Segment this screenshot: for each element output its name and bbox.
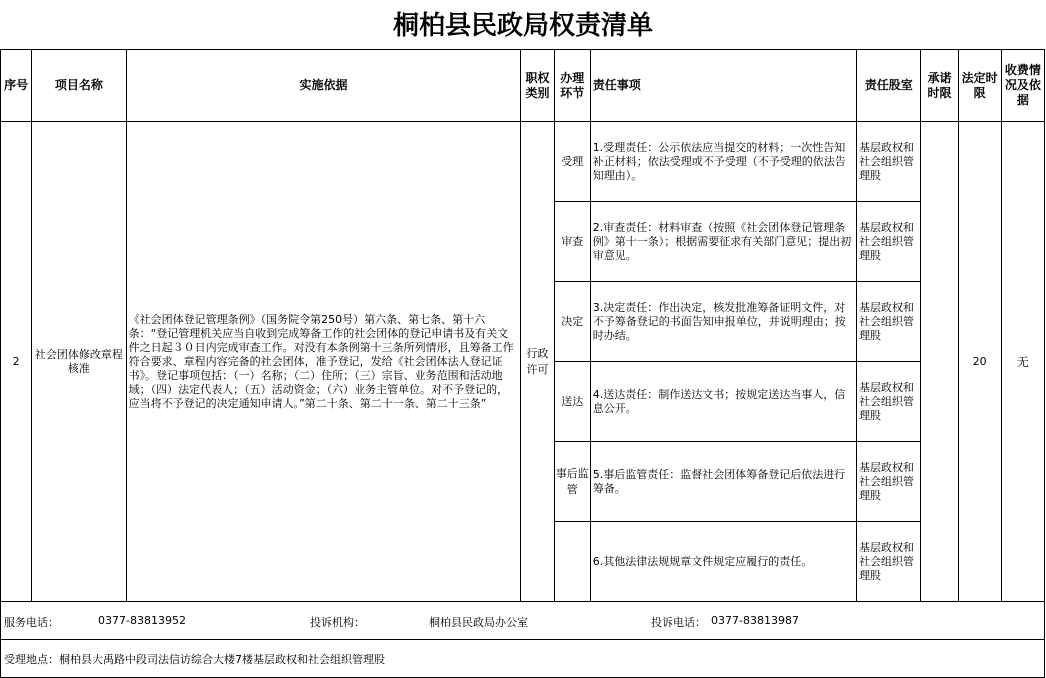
complaint-phone-label: 投诉电话： — [651, 616, 706, 629]
step-label: 事后监管 — [554, 442, 590, 522]
step-label: 受理 — [554, 122, 590, 202]
responsibility-table — [0, 49, 1045, 678]
header-dept: 责任股室 — [857, 50, 921, 122]
step-responsibility: 3.决定责任：作出决定，核发批准筹备证明文件，对不予筹备登记的书面告知申报单位，并说明理由；按时办结。 — [590, 282, 856, 362]
step-responsibility: 6.其他法律法规规章文件规定应履行的责任。 — [590, 522, 856, 602]
step-label: 决定 — [554, 282, 590, 362]
step-dept: 基层政权和社会组织管理股 — [857, 442, 921, 522]
step-label: 送达 — [554, 362, 590, 442]
record-item-name: 社会团体修改章程核准 — [32, 122, 126, 602]
record-promise-days — [921, 122, 958, 602]
step-responsibility: 2.审查责任：材料审查（按照《社会团体登记管理条例》第十一条）；根据需要征求有关部门意见；提出初审意见。 — [590, 202, 856, 282]
complaint-org-label: 投诉机构： — [310, 616, 365, 629]
record-fee: 无 — [1001, 122, 1044, 602]
header-responsibility: 责任事项 — [590, 50, 856, 122]
step-label: 审查 — [554, 202, 590, 282]
address-value: 桐柏县大禹路中段司法信访综合大楼7楼基层政权和社会组织管理股 — [59, 652, 385, 666]
complaint-org: 桐柏县民政局办公室 — [429, 616, 528, 629]
table-row — [1, 122, 1045, 202]
address-row — [1, 640, 1045, 678]
step-responsibility: 4.送达责任：制作送达文书；按规定送达当事人，信息公开。 — [590, 362, 856, 442]
complaint-phone: 0377-83813987 — [711, 614, 799, 627]
header-category: 职权类别 — [521, 50, 554, 122]
header-item-name: 项目名称 — [32, 50, 126, 122]
step-dept: 基层政权和社会组织管理股 — [857, 122, 921, 202]
step-dept: 基层政权和社会组织管理股 — [857, 522, 921, 602]
address-cell — [1, 640, 1045, 678]
header-seq: 序号 — [1, 50, 32, 122]
step-dept: 基层政权和社会组织管理股 — [857, 202, 921, 282]
contact-cell — [1, 602, 1045, 640]
step-responsibility: 5.事后监管责任：监督社会团体筹备登记后依法进行筹备。 — [590, 442, 856, 522]
step-label — [554, 522, 590, 602]
record-legal-days: 20 — [958, 122, 1001, 602]
service-phone: 0377-83813952 — [98, 614, 186, 627]
service-phone-label: 服务电话： — [4, 616, 59, 629]
address-label: 受理地点： — [4, 652, 59, 666]
record-category: 行政许可 — [521, 122, 554, 602]
step-responsibility: 1.受理责任：公示依法应当提交的材料；一次性告知补正材料；依法受理或不予受理（不予受理的依法告知理由）。 — [590, 122, 856, 202]
header-legal-days: 法定时限 — [958, 50, 1001, 122]
header-step: 办理环节 — [554, 50, 590, 122]
header-promise-days: 承诺时限 — [921, 50, 958, 122]
page-title: 桐柏县民政局权责清单 — [392, 11, 653, 41]
header-row — [1, 50, 1045, 122]
header-fee: 收费情况及依据 — [1001, 50, 1044, 122]
record-basis: 《社会团体登记管理条例》（国务院令第250号）第六条、第七条、第十六条：“登记管理机关应当自收到完成筹备工作的社会团体的登记申请书及有关文件之日起３０日内完成审查工作。对没有本条例第十三条所列情形，且筹备工作符合要求、章程内容完备的社会团体，准予登记，发给《社会团体法人登记证书》。登记事项包括：（一）名称；（二）住所；（三）宗旨、业务范围和活动地域；（四）法定代表人；（五）活动资金；（六）业务主管单位。对不予登记的，应当将不予登记的决定通知申请人。”第二十条、第二十一条、第二十三条” — [126, 122, 521, 602]
record-seq: 2 — [1, 122, 32, 602]
step-dept: 基层政权和社会组织管理股 — [857, 362, 921, 442]
step-dept: 基层政权和社会组织管理股 — [857, 282, 921, 362]
contact-row — [1, 602, 1045, 640]
header-basis: 实施依据 — [126, 50, 521, 122]
